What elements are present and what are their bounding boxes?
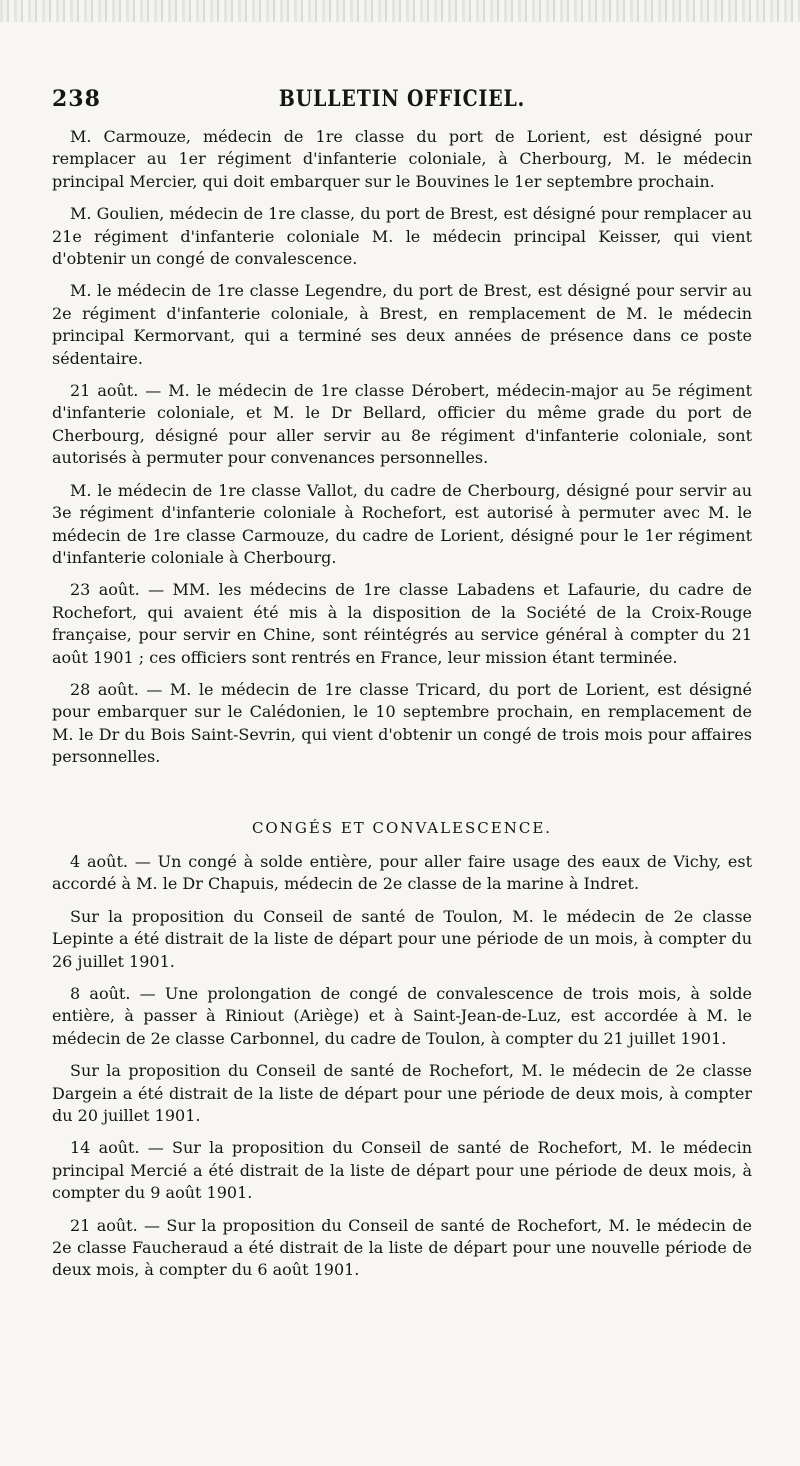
paragraph-goulien: M. Goulien, médecin de 1re classe, du port de Brest, est désigné pour remplacer au 21e régiment d'infanterie coloniale M. le médecin principal Keisser, qui vient d'obtenir un congé de convalescence. [52, 204, 752, 269]
paragraph-21-aout-faucheraud: 21 août. — Sur la proposition du Conseil de santé de Rochefort, M. le médecin de 2e classe Faucheraud a été distrait de la liste de départ pour une nouvelle période de deux mois, à compter du 6 août 1901. [52, 1215, 752, 1280]
running-title: BULLETIN OFFICIEL. [278, 86, 526, 112]
paragraph-8-aout: 8 août. — Une prolongation de congé de convalescence de trois mois, à solde entière, à passer à Riniout (Ariège) et à Saint-Jean-de-Luz, est accordée à M. le médecin de 2e classe Carbonnel, du cadre de Toulon, à compter du 21 juillet 1901. [52, 984, 752, 1048]
page-header [52, 86, 752, 122]
page-number: 238 [52, 86, 101, 112]
paragraph-carmouze: M. Carmouze, médecin de 1re classe du port de Lorient, est désigné pour remplacer au 1er régiment d'infanterie coloniale, à Cherbourg, M. le médecin principal Mercier, qui doit embarquer sur le Bouvines le 1er septembre prochain. [52, 127, 752, 191]
paragraph-14-aout: 14 août. — Sur la proposition du Conseil de santé de Rochefort, M. le médecin principal Mercié a été distrait de la liste de départ pour une période de deux mois, à compter du 9 août 1901. [52, 1138, 752, 1203]
paragraph-21-aout-derobert: 21 août. — M. le médecin de 1re classe Dérobert, médecin-major au 5e régiment d'infanterie coloniale, et M. le Dr Bellard, officier du même grade du port de Cherbourg, désigné pour aller servir au 8e régiment d'infanterie coloniale, sont autorisés à permuter pour convenances personnelles. [52, 381, 752, 468]
section-heading-conges: CONGÉS ET CONVALESCENCE. [251, 818, 553, 837]
paragraph-legendre: M. le médecin de 1re classe Legendre, du port de Brest, est désigné pour servir au 2e régiment d'infanterie coloniale, à Brest, en remplacement de M. le médecin principal Kermorvant, qui a terminé ses deux années de présence dans ce poste sédentaire. [52, 281, 752, 368]
paragraph-vallot: M. le médecin de 1re classe Vallot, du cadre de Cherbourg, désigné pour servir au 3e régiment d'infanterie coloniale à Rochefort, est autorisé à permuter avec M. le médecin de 1re classe Carmouze, du cadre de Lorient, désigné pour le 1er régiment d'infanterie coloniale à Cherbourg. [52, 480, 752, 567]
paragraph-lepinte: Sur la proposition du Conseil de santé de Toulon, M. le médecin de 2e classe Lepinte a été distrait de la liste de départ pour une période de un mois, à compter du 26 juillet 1901. [52, 906, 752, 971]
paragraph-4-aout: 4 août. — Un congé à solde entière, pour aller faire usage des eaux de Vichy, est accordé à M. le Dr Chapuis, médecin de 2e classe de la marine à Indret. [52, 851, 752, 894]
paragraph-23-aout: 23 août. — MM. les médecins de 1re classe Labadens et Lafaurie, du cadre de Rochefort, qui avaient été mis à la disposition de la Société de la Croix-Rouge française, pour servir en Chine, sont réintégrés au service général à compter du 21 août 1901 ; ces officiers sont rentrés en France, leur mission étant terminée. [52, 580, 752, 667]
page-body [52, 126, 752, 1292]
paragraph-dargein: Sur la proposition du Conseil de santé de Rochefort, M. le médecin de 2e classe Dargein a été distrait de la liste de départ pour une période de deux mois, à compter du 20 juillet 1901. [52, 1061, 752, 1126]
paragraph-28-aout: 28 août. — M. le médecin de 1re classe Tricard, du port de Lorient, est désigné pour embarquer sur le Calédonien, le 10 septembre prochain, en remplacement de M. le Dr du Bois Saint-Sevrin, qui vient d'obtenir un congé de trois mois pour affaires personnelles. [52, 679, 752, 767]
scan-top-edge [0, 0, 800, 22]
